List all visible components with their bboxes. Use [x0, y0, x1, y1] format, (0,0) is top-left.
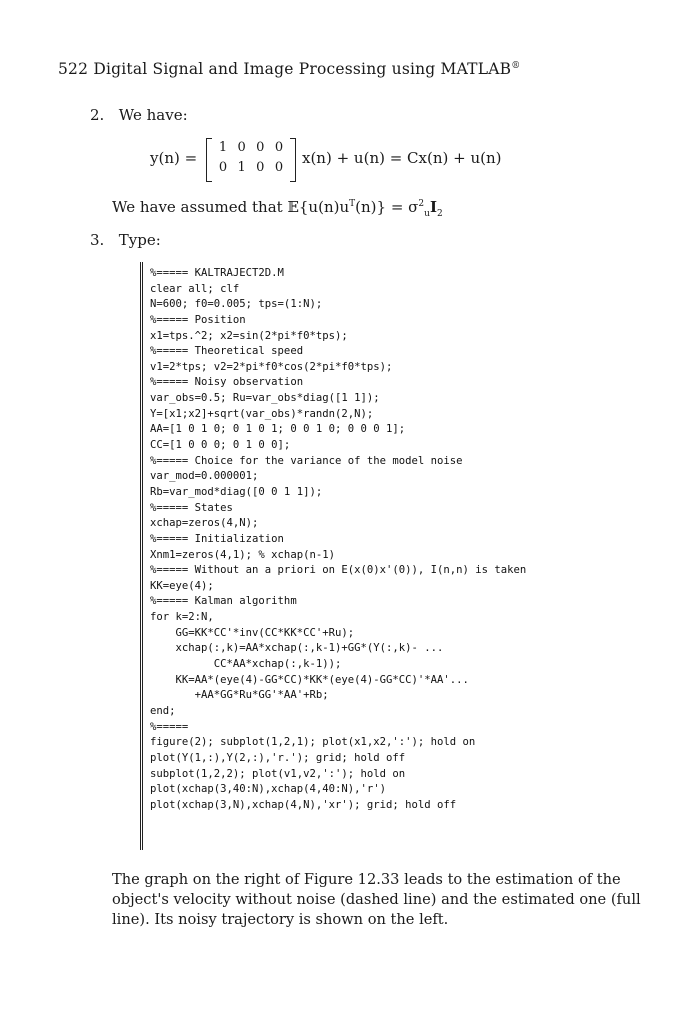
- matlab-code-listing: [140, 262, 613, 850]
- code-line: CC*AA*xchap(:,k-1));: [150, 658, 342, 671]
- code-line: %===== States: [150, 501, 233, 514]
- code-line: for k=2:N,: [150, 611, 214, 624]
- equation-rhs: x(n) + u(n) = Cx(n) + u(n): [302, 149, 502, 167]
- paragraph-line: object's velocity without noise (dashed line) and the estimated one (full: [112, 891, 641, 908]
- paragraph-line: line). Its noisy trajectory is shown on the left.: [112, 911, 449, 928]
- right-bracket: [290, 138, 296, 182]
- left-bracket: [206, 138, 212, 182]
- book-title: Digital Signal and Image Processing using MATLAB: [93, 60, 512, 78]
- code-line: var_obs=0.5; Ru=var_obs*diag([1 1]);: [150, 392, 380, 405]
- code-line: plot(xchap(3,N),xchap(4,N),'xr'); grid; hold off: [150, 798, 457, 811]
- registered-mark: ®: [511, 60, 521, 71]
- page-number: 522: [58, 60, 89, 78]
- code-line: Xnm1=zeros(4,1); % xchap(n-1): [150, 548, 335, 561]
- item-intro: We have:: [118, 106, 188, 124]
- code-line: end;: [150, 704, 176, 717]
- code-line: %===== Noisy observation: [150, 376, 304, 389]
- equation-lhs: y(n) =: [150, 149, 198, 167]
- code-line: Rb=var_mod*diag([0 0 1 1]);: [150, 485, 323, 498]
- item-number: 2.: [90, 106, 105, 124]
- code-line: clear all; clf: [150, 282, 240, 295]
- list-item-3: [90, 231, 161, 249]
- code-line: +AA*GG*Ru*GG'*AA'+Rb;: [150, 689, 329, 702]
- list-item-2: [90, 106, 188, 124]
- page-header: [58, 60, 520, 78]
- matrix-row-1: 1 0 0 0: [218, 140, 284, 155]
- code-line: N=600; f0=0.005; tps=(1:N);: [150, 298, 323, 311]
- matrix-C: [206, 138, 296, 182]
- code-line: %===== Without an a priori on E(x(0)x'(0)), I(n,n) is taken: [150, 564, 527, 577]
- code-line: x1=tps.^2; x2=sin(2*pi*f0*tps);: [150, 329, 348, 342]
- observation-equation: [150, 136, 570, 186]
- code-line: %===== Initialization: [150, 532, 284, 545]
- closing-paragraph: [112, 870, 641, 930]
- code-line: v1=2*tps; v2=2*pi*f0*cos(2*pi*f0*tps);: [150, 360, 393, 373]
- code-line: %===== KALTRAJECT2D.M: [150, 267, 284, 279]
- code-line: Y=[x1;x2]+sqrt(var_obs)*randn(2,N);: [150, 407, 374, 420]
- code-line: %===== Kalman algorithm: [150, 595, 297, 608]
- paragraph-line: The graph on the right of Figure 12.33 leads to the estimation of the: [112, 871, 621, 888]
- code-line: CC=[1 0 0 0; 0 1 0 0];: [150, 439, 291, 452]
- code-line: %=====: [150, 720, 189, 733]
- code-line: %===== Choice for the variance of the model noise: [150, 454, 463, 467]
- code-line: %===== Position: [150, 313, 246, 326]
- code-line: GG=KK*CC'*inv(CC*KK*CC'+Ru);: [150, 626, 355, 639]
- code-line: plot(Y(1,:),Y(2,:),'r.'); grid; hold off: [150, 751, 406, 764]
- noise-assumption: We have assumed that $𝔼\{u(n)u^T(n)\} = \sigma^2_uI_2$: [112, 198, 443, 219]
- code-line: figure(2); subplot(1,2,1); plot(x1,x2,':'); hold on: [150, 736, 476, 749]
- code-line: %===== Theoretical speed: [150, 345, 304, 358]
- code-block: [150, 266, 526, 813]
- code-line: xchap=zeros(4,N);: [150, 517, 259, 530]
- code-line: var_mod=0.000001;: [150, 470, 259, 483]
- item-intro: Type:: [118, 231, 161, 249]
- code-line: subplot(1,2,2); plot(v1,v2,':'); hold on: [150, 767, 406, 780]
- matrix-row-2: 0 1 0 0: [218, 160, 284, 175]
- code-line: AA=[1 0 1 0; 0 1 0 1; 0 0 1 0; 0 0 0 1];: [150, 423, 406, 436]
- code-line: xchap(:,k)=AA*xchap(:,k-1)+GG*(Y(:,k)- ...: [150, 642, 444, 655]
- code-line: KK=AA*(eye(4)-GG*CC)*KK*(eye(4)-GG*CC)'*AA'...: [150, 673, 469, 686]
- code-line: plot(xchap(3,40:N),xchap(4,40:N),'r'): [150, 783, 386, 796]
- item-number: 3.: [90, 231, 105, 249]
- code-line: KK=eye(4);: [150, 579, 214, 592]
